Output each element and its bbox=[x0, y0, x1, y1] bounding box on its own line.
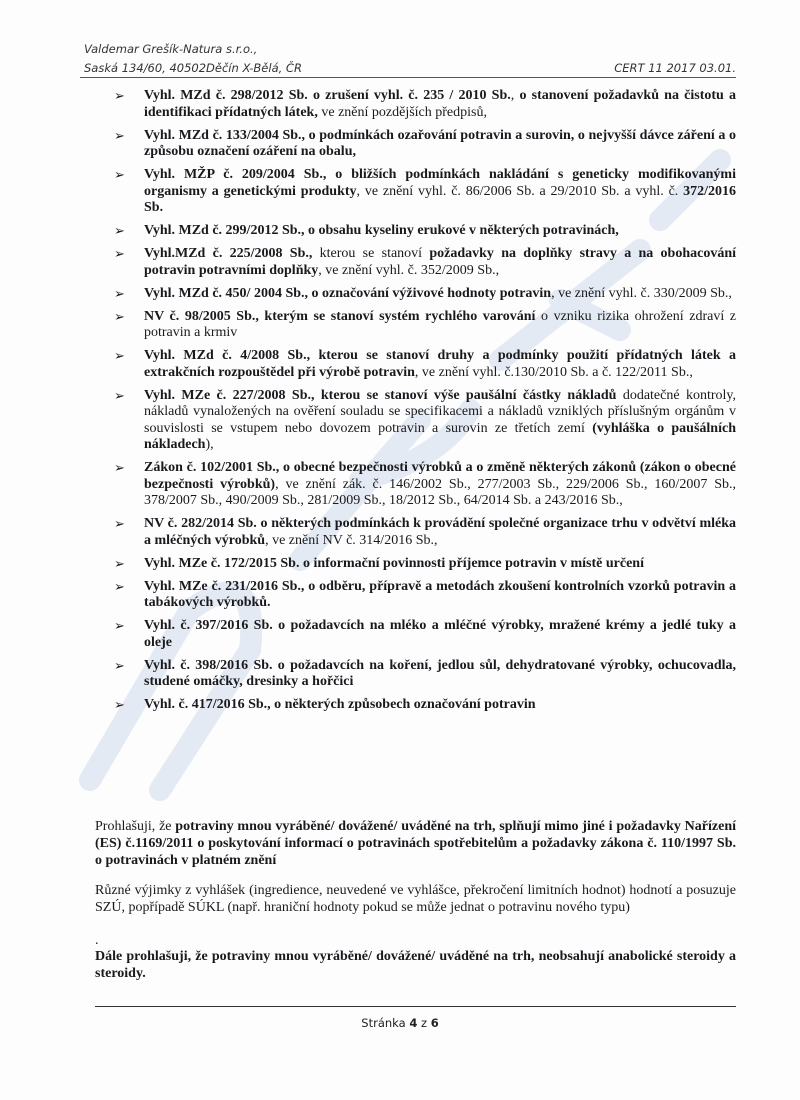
bold-text: Vyhl. MŽP č. 209/2004 Sb., o bližších podmínkách nakládání s geneticky modifikovanými organismy a genetickými produkty bbox=[144, 167, 736, 199]
page-header bbox=[84, 40, 736, 78]
bold-text: Vyhl. MZd č. 4/2008 Sb., kterou se stanoví druhy a podmínky použití přídatných látek a extrakčních rozpouštědel při výrobě potravin bbox=[144, 348, 736, 380]
company-address: Saská 134/60, 40502Děčín X-Bělá, ČR bbox=[84, 61, 302, 75]
regulation-list bbox=[108, 88, 736, 720]
bold-text: potraviny mnou vyráběné/ dovážené/ uváděné na trh, splňují mimo jiné i požadavky Nařízení (ES) č.1169/2011 o poskytování informací o potravinách spotřebitelům a požadavky zákona č. 110/1997 Sb. o potravinách v platném znění bbox=[95, 819, 736, 868]
bold-text: Vyhl. č. 398/2016 Sb. o požadavcích na koření, jedlou sůl, dehydratované výrobky, ochucovadla, studené omáčky, dresinky a hořčici bbox=[144, 657, 736, 689]
bold-text: Zákon č. 102/2001 Sb., o obecné bezpečnosti výrobků a o změně některých zákonů (zákon o obecné bezpečnosti výrobků) bbox=[144, 460, 736, 492]
arrow-bullet-icon: ➢ bbox=[114, 697, 125, 712]
arrow-bullet-icon: ➢ bbox=[114, 555, 125, 571]
text: Různé výjimky z vyhlášek (ingredience, neuvedené ve vyhlášce, překročení limitních hodnot) hodnotí a posuzuje SZÚ, popřípadě SÚKL (např. hraniční hodnoty pokud se může jednat o potravinu nového typu) bbox=[95, 883, 736, 915]
bold-text: požadavky na doplňky stravy a na obohacování potravin potravními doplňky bbox=[144, 246, 737, 278]
list-item bbox=[108, 618, 736, 651]
current-page: 4 bbox=[409, 1016, 418, 1030]
bold-text: Vyhl.MZd č. 225/2008 Sb., bbox=[144, 246, 313, 261]
bold-text: Vyhl. č. 417/2016 Sb., o některých způsobech označování potravin bbox=[144, 697, 536, 712]
text: o vzniku rizika ohrožení zdraví z potravin a krmiv bbox=[144, 308, 736, 340]
list-item bbox=[108, 556, 736, 573]
list-item bbox=[108, 348, 736, 381]
list-item bbox=[108, 579, 736, 612]
bold-text: Vyhl. MZd č. 298/2012 Sb. o zrušení vyhl. č. 235 / 2010 Sb. bbox=[144, 88, 511, 103]
list-item bbox=[108, 167, 736, 217]
list-item bbox=[108, 516, 736, 549]
list-item bbox=[108, 309, 736, 342]
arrow-bullet-icon: ➢ bbox=[114, 657, 125, 673]
bold-text: Vyhl. MZe č. 172/2015 Sb. o informační povinnosti příjemce potravin v místě určení bbox=[144, 555, 644, 571]
arrow-bullet-icon: ➢ bbox=[114, 246, 125, 261]
text: , ve znění NV č. 314/2016 Sb., bbox=[265, 532, 438, 548]
page-label: Stránka bbox=[361, 1016, 410, 1030]
text: , ve znění vyhl. č. 330/2009 Sb., bbox=[551, 285, 732, 301]
list-item bbox=[108, 223, 736, 240]
arrow-bullet-icon: ➢ bbox=[114, 285, 125, 301]
text: ve znění pozdějších předpisů, bbox=[317, 104, 487, 120]
arrow-bullet-icon: ➢ bbox=[114, 223, 125, 238]
stray-dot bbox=[95, 933, 736, 948]
bold-text: (vyhláška o paušálních nákladech bbox=[144, 420, 736, 452]
text: Prohlašuji, že bbox=[95, 819, 176, 834]
header-divider bbox=[80, 77, 736, 78]
list-item bbox=[108, 388, 736, 454]
list-item bbox=[108, 697, 736, 714]
list-item bbox=[108, 128, 736, 161]
exceptions-paragraph bbox=[95, 882, 736, 916]
text: , ve znění vyhl. č. 352/2009 Sb., bbox=[318, 262, 500, 278]
arrow-bullet-icon: ➢ bbox=[114, 88, 125, 103]
arrow-bullet-icon: ➢ bbox=[114, 308, 125, 324]
declaration-paragraph bbox=[95, 818, 736, 869]
arrow-bullet-icon: ➢ bbox=[114, 460, 125, 475]
list-item bbox=[108, 658, 736, 691]
list-item bbox=[108, 460, 736, 510]
arrow-bullet-icon: ➢ bbox=[114, 618, 125, 633]
text: . bbox=[95, 933, 99, 948]
bold-text: Vyhl. MZd č. 133/2004 Sb., o podmínkách ozařování potravin a surovin, o nejvyšší dávce záření a o způsobu označení ozáření na obalu, bbox=[144, 127, 736, 159]
text: , ve znění vyhl. č. 86/2006 Sb. a 29/2010 Sb. a vyhl. č. bbox=[356, 183, 684, 199]
text: , ve znění vyhl. č.130/2010 Sb. a č. 122/2011 Sb., bbox=[414, 364, 693, 380]
page-separator: z bbox=[417, 1016, 431, 1030]
footer-divider bbox=[95, 1006, 736, 1007]
bold-text: Vyhl. MZe č. 231/2016 Sb., o odběru, přípravě a metodách zkoušení kontrolních vzorků potravin a tabákových výrobků. bbox=[144, 578, 736, 610]
arrow-bullet-icon: ➢ bbox=[114, 127, 125, 143]
bold-text: NV č. 98/2005 Sb., kterým se stanoví systém rychlého varování bbox=[144, 308, 536, 324]
arrow-bullet-icon: ➢ bbox=[114, 578, 125, 594]
text: , bbox=[510, 88, 520, 103]
text: ), bbox=[205, 437, 214, 452]
page-number bbox=[0, 1016, 800, 1030]
text: kterou se stanoví bbox=[312, 246, 430, 261]
text: dodatečné kontroly, nákladů vynaložených na ověření souladu se specifikacemi a nákladů vzniklých příslušným orgánům v souvislosti se vstupem nebo dovozem potravin a surovin ze třetích zemí bbox=[144, 387, 736, 436]
bold-text: Vyhl. MZd č. 450/ 2004 Sb., o označování výživové hodnoty potravin bbox=[144, 285, 552, 301]
arrow-bullet-icon: ➢ bbox=[114, 387, 125, 403]
bold-text: o stanovení požadavků na čistotu a identifikaci přídatných látek, bbox=[144, 88, 737, 120]
bold-text: Vyhl. č. 397/2016 Sb. o požadavcích na mléko a mléčné výrobky, mražené krémy a jedlé tuky a oleje bbox=[144, 618, 736, 650]
bold-text: 372/2016 Sb. bbox=[144, 183, 736, 215]
company-name: Valdemar Grešík-Natura s.r.o., bbox=[84, 42, 258, 56]
bold-text: NV č. 282/2014 Sb. o některých podmínkách k provádění společné organizace trhu v odvětví mléka a mléčných výrobků bbox=[144, 516, 736, 548]
steroids-declaration-paragraph bbox=[95, 948, 736, 982]
list-item bbox=[108, 88, 736, 121]
bold-text: Vyhl. MZe č. 227/2008 Sb., kterou se stanoví výše paušální částky nákladů bbox=[144, 387, 617, 403]
arrow-bullet-icon: ➢ bbox=[114, 516, 125, 531]
bold-text: Vyhl. MZd č. 299/2012 Sb., o obsahu kyseliny erukové v některých potravinách, bbox=[144, 223, 619, 238]
bold-text: Dále prohlašuji, že potraviny mnou vyráběné/ dovážené/ uváděné na trh, neobsahují anabolické steroidy a steroidy. bbox=[95, 949, 736, 981]
text: , ve znění zák. č. 146/2002 Sb., 277/2003 Sb., 229/2006 Sb., 160/2007 Sb., 378/2007 Sb., 490/2009 Sb., 281/2009 Sb., 18/2012 Sb., 64/2014 Sb. a 243/2016 Sb., bbox=[144, 476, 736, 508]
list-item bbox=[108, 246, 736, 279]
document-code: CERT 11 2017 03.01. bbox=[614, 61, 736, 75]
arrow-bullet-icon: ➢ bbox=[114, 348, 125, 363]
list-item bbox=[108, 286, 736, 303]
arrow-bullet-icon: ➢ bbox=[114, 167, 125, 182]
total-pages: 6 bbox=[430, 1016, 439, 1030]
